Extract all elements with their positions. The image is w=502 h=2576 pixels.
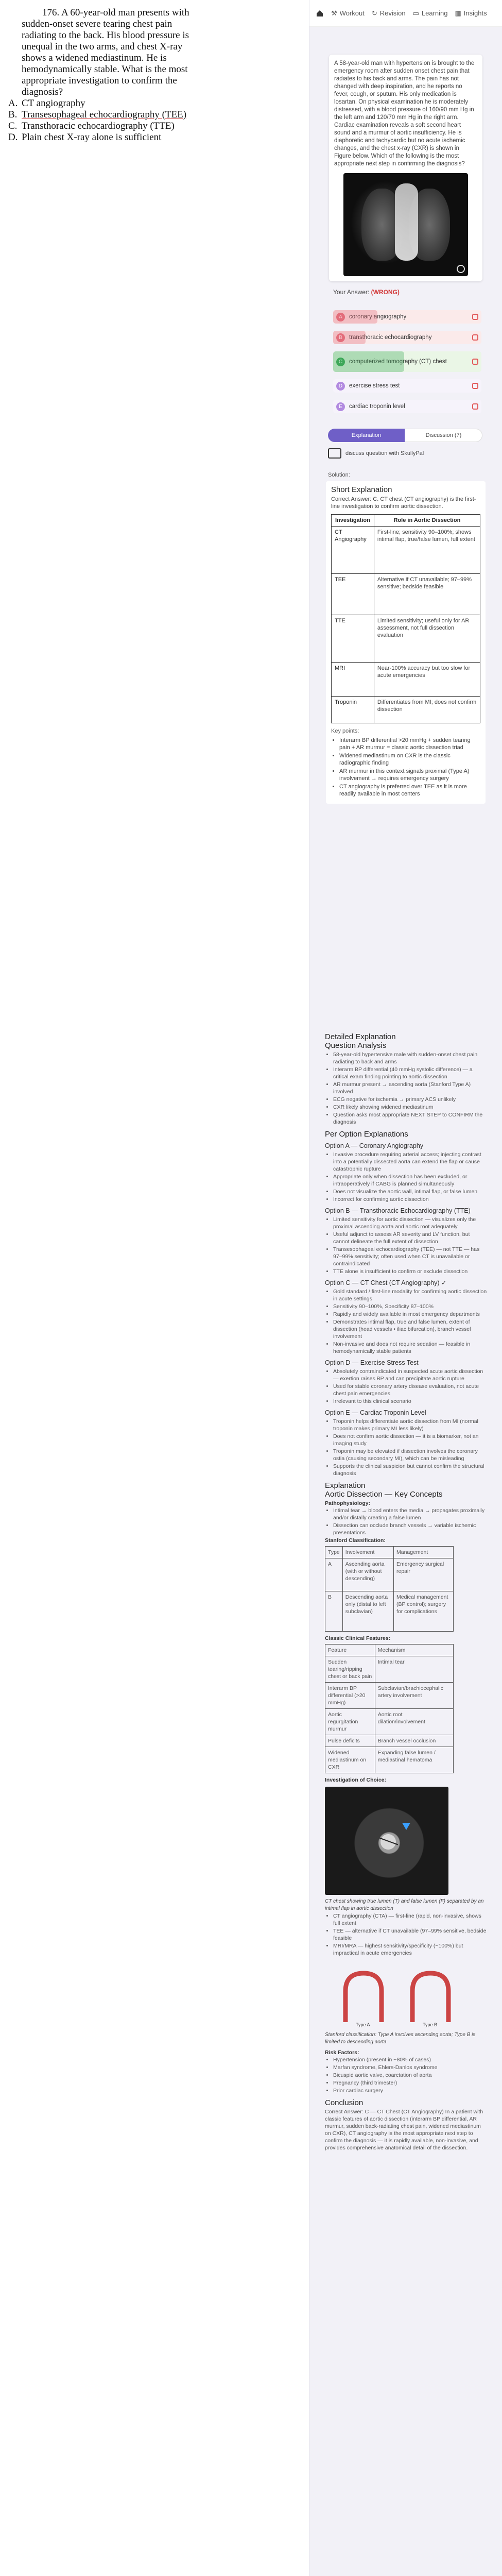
your-answer-label: Your Answer: <box>333 289 370 296</box>
key-points-list <box>339 737 480 798</box>
features-table <box>325 1644 454 1773</box>
table-row <box>325 1591 454 1632</box>
type-a-label: Type A <box>356 2022 370 2027</box>
short-title: Short Explanation <box>331 485 392 494</box>
choice-badge: D <box>336 382 345 391</box>
table-cell: MRI <box>332 663 374 697</box>
option-title: Option B — Transthoracic Echocardiography (TTE) <box>325 1207 471 1214</box>
list-item: • CT angiography (CTA) — first-line (rapid, non-invasive, shows full extent <box>333 1912 487 1927</box>
app-panel <box>309 0 502 2576</box>
option-letter: D. <box>8 132 18 143</box>
option-points <box>333 1368 487 1405</box>
zoom-icon[interactable] <box>457 265 465 273</box>
list-item: • Transesophageal echocardiography (TEE) — not TTE — has 97–99% sensitivity; often used when CT is unavailable or contraindicated <box>333 1246 487 1267</box>
list-item: • Rapidly and widely available in most emergency departments <box>333 1311 487 1318</box>
list-item: • Used for stable coronary artery disease evaluation, not acute chest pain emergencies <box>333 1383 487 1397</box>
card-question-text: A 58-year-old man with hypertension is brought to the emergency room after sudden onset chest pain that radiates to his back and arms. The pain has not changed with deep inspiration, and he reports no fever, cough, or sputum. His only medication is losartan. On physical examination he is moderately distressed, with a blood pressure of 160/90 mm Hg in the left arm and 120/70 mm Hg in the right arm. Cardiac examination reveals a soft second heart sound and a murmur of aortic insufficiency. He is diaphoretic and tachycardic but no acute ischemic changes, and the chest x-ray (CXR) is shown in Figure below. Which of the following is the most appropriate next step in confirming the diagnosis? <box>334 60 475 167</box>
list-item: • Interarm BP differential (40 mmHg systolic difference) — a critical exam finding pointing to aortic dissection <box>333 1066 487 1080</box>
list-item: • Widened mediastinum on CXR is the classic radiographic finding <box>339 752 480 767</box>
table-row <box>332 527 480 574</box>
tab-explanation[interactable]: Explanation <box>328 429 405 442</box>
table-header: Investigation <box>332 515 374 527</box>
short-intro: Correct Answer: C. CT chest (CT angiography) is the first-line investigation to confirm aortic dissection. <box>331 496 476 510</box>
table-cell: Widened mediastinum on CXR <box>325 1747 375 1773</box>
table-cell: First-line; sensitivity 90–100%; shows intimal flap, true/false lumen, full extent <box>374 527 480 574</box>
aorta-drawing-b <box>412 1973 448 2022</box>
choice-a[interactable] <box>333 310 481 324</box>
choice-e[interactable] <box>333 400 481 413</box>
list-item: • ECG negative for ischemia → primary ACS unlikely <box>333 1096 487 1103</box>
table-cell: B <box>325 1591 343 1632</box>
option-points <box>333 1216 487 1275</box>
table-cell: Emergency surgical repair <box>393 1558 453 1591</box>
detail-title: Detailed Explanation <box>325 1032 396 1041</box>
choice-d[interactable] <box>333 379 481 393</box>
list-item: • Useful adjunct to assess AR severity and LV function, but cannot delineate the full extent of dissection <box>333 1231 487 1245</box>
option-d[interactable] <box>8 132 200 143</box>
table-cell: Aortic regurgitation murmur <box>325 1709 375 1735</box>
conclusion-text: Correct Answer: C — CT Chest (CT Angiography) In a patient with classic features of aortic dissection (interarm BP differential, AR murmur, sudden back-radiating chest pain, widened mediastinum on CXR), CT angiography is the most appropriate next step to confirm the diagnosis — it is rapidly available, non-invasive, and provides comprehensive anatomical detail of the dissection. <box>325 2109 483 2151</box>
question-number: 176. <box>42 7 60 18</box>
qa-title: Question Analysis <box>325 1041 387 1050</box>
concepts-title: Aortic Dissection — Key Concepts <box>325 1490 443 1499</box>
table-row <box>332 697 480 723</box>
option-title: Option A — Coronary Angiography <box>325 1142 424 1149</box>
question-stem-wrap <box>4 7 200 98</box>
table-cell: TTE <box>332 615 374 663</box>
table-row <box>325 1735 454 1747</box>
list-item: • Irrelevant to this clinical scenario <box>333 1398 487 1405</box>
list-item: • Limited sensitivity for aortic dissection — visualizes only the proximal ascending aorta and aortic root adequately <box>333 1216 487 1230</box>
option-letter: C. <box>8 121 18 131</box>
option-text: Transesophageal echocardiography (TEE) <box>22 109 187 120</box>
list-item: • Interarm BP differential >20 mmHg + sudden tearing pain + AR murmur = classic aortic dissection triad <box>339 737 480 751</box>
table-header: Role in Aortic Dissection <box>374 515 480 527</box>
table-cell: Pulse deficits <box>325 1735 375 1747</box>
list-item: • CXR likely showing widened mediastinum <box>333 1104 487 1111</box>
option-title: Option E — Cardiac Troponin Level <box>325 1409 426 1416</box>
patho-label: Pathophysiology: <box>325 1500 371 1506</box>
flag-icon[interactable] <box>472 334 478 341</box>
option-text: Plain chest X-ray alone is sufficient <box>22 132 162 143</box>
table-cell: TEE <box>332 574 374 615</box>
table-cell: CT Angiography <box>332 527 374 574</box>
list-item: • Supports the clinical suspicion but cannot confirm the structural diagnosis <box>333 1463 487 1477</box>
option-text: Transthoracic echocardiography (TTE) <box>22 121 175 131</box>
nav-label: Insights <box>463 9 487 17</box>
choice-b[interactable] <box>333 331 481 344</box>
table-row <box>325 1683 454 1709</box>
list-item: • Does not confirm aortic dissection — it is a biomarker, not an imaging study <box>333 1433 487 1447</box>
option-letter: A. <box>8 98 18 109</box>
table-cell: Near-100% accuracy but too slow for acute emergencies <box>374 663 480 697</box>
choice-badge: E <box>336 402 345 411</box>
option-a[interactable] <box>8 98 200 109</box>
nav-insights[interactable] <box>455 9 487 18</box>
list-item: • Marfan syndrome, Ehlers-Danlos syndrome <box>333 2064 487 2071</box>
table-cell: Alternative if CT unavailable; 97–99% sensitive; bedside feasible <box>374 574 480 615</box>
short-explanation <box>326 481 486 804</box>
list-item: • Prior cardiac surgery <box>333 2087 487 2094</box>
top-nav <box>309 0 502 27</box>
choice-text: coronary angiography <box>349 314 407 320</box>
solution-label: Solution: <box>328 472 350 478</box>
option-c[interactable] <box>8 121 200 132</box>
explanation-tabs <box>328 429 482 442</box>
table-cell: Limited sensitivity; useful only for AR assessment, not full dissection evaluation <box>374 615 480 663</box>
your-answer <box>333 289 400 296</box>
question-options <box>4 98 200 143</box>
option-letter: B. <box>8 109 18 120</box>
table-cell: Ascending aorta (with or without descending) <box>342 1558 393 1591</box>
question-card <box>329 55 482 281</box>
question-block <box>4 7 200 143</box>
per-option-title: Per Option Explanations <box>325 1130 408 1139</box>
table-row <box>325 1645 454 1656</box>
list-item: • Bicuspid aortic valve, coarctation of aorta <box>333 2072 487 2079</box>
list-item: • Incorrect for confirming aortic dissection <box>333 1196 487 1203</box>
qa-list <box>333 1051 487 1126</box>
table-cell: Troponin <box>332 697 374 723</box>
table-header: Management <box>393 1547 453 1558</box>
option-points <box>333 1418 487 1477</box>
discuss-link[interactable] <box>328 448 424 459</box>
list-item: • AR murmur in this context signals proximal (Type A) involvement → requires emergency surgery <box>339 768 480 782</box>
list-item: • CT angiography is preferred over TEE as it is more readily available in most centers <box>339 783 480 798</box>
table-row <box>325 1709 454 1735</box>
patho-list <box>333 1507 487 1536</box>
table-row <box>332 615 480 663</box>
discuss-text: discuss question with SkullyPal <box>345 450 424 456</box>
option-text: CT angiography <box>22 98 85 109</box>
detailed-explanation <box>325 1028 487 2151</box>
flag-icon[interactable] <box>472 383 478 389</box>
flag-icon[interactable] <box>472 314 478 320</box>
table-cell: Sudden tearing/ripping chest or back pain <box>325 1656 375 1683</box>
table-row <box>325 1558 454 1591</box>
aorta-drawing-a <box>345 1973 382 2022</box>
option-points <box>333 1151 487 1203</box>
nav-learning[interactable] <box>413 9 448 18</box>
home-icon[interactable] <box>316 9 324 18</box>
list-item: • TEE — alternative if CT unavailable (97–99% sensitive, bedside feasible <box>333 1927 487 1942</box>
stanford-table <box>325 1546 454 1632</box>
choice-c[interactable] <box>333 351 481 372</box>
table-header: Involvement <box>342 1547 393 1558</box>
invest-list <box>333 1912 487 1957</box>
table-row <box>325 1656 454 1683</box>
list-item: • Sensitivity 90–100%, Specificity 87–100% <box>333 1303 487 1310</box>
nav-label: Workout <box>339 9 365 17</box>
table-cell: Intimal tear <box>375 1656 453 1683</box>
nav-revision[interactable] <box>372 9 406 18</box>
option-title: Option D — Exercise Stress Test <box>325 1359 419 1366</box>
list-item: • Appropriate only when dissection has been excluded, or intraoperatively if CABG is planned simultaneously <box>333 1173 487 1188</box>
list-item: • Dissection can occlude branch vessels → variable ischemic presentations <box>333 1522 487 1536</box>
table-cell: Subclavian/brachiocephalic artery involvement <box>375 1683 453 1709</box>
table-cell: Interarm BP differential (>20 mmHg) <box>325 1683 375 1709</box>
choice-badge: A <box>336 313 345 321</box>
table-cell: Differentiates from MI; does not confirm dissection <box>374 697 480 723</box>
risk-label: Risk Factors: <box>325 2049 359 2056</box>
choice-text: computerized tomography (CT) chest <box>349 359 447 365</box>
risk-list <box>333 2056 487 2094</box>
choice-badge: B <box>336 333 345 342</box>
table-cell: Aortic root dilation/involvement <box>375 1709 453 1735</box>
option-b[interactable] <box>8 109 200 121</box>
table-row <box>332 663 480 697</box>
question-stem <box>0 7 200 98</box>
stanford-caption: Stanford classification: Type A involves ascending aorta; Type B is limited to descending aorta <box>325 2032 476 2045</box>
table-row <box>325 1747 454 1773</box>
list-item: • TTE alone is insufficient to confirm or exclude dissection <box>333 1268 487 1275</box>
list-item: • Invasive procedure requiring arterial access; injecting contrast into a potentially dissected aorta can extend the flap or cause catastrophic rupture <box>333 1151 487 1173</box>
choice-badge: C <box>336 358 345 366</box>
list-item: • Intimal tear → blood enters the media → propagates proximally and/or distally creating a false lumen <box>333 1507 487 1521</box>
list-item: • MRI/MRA — highest sensitivity/specificity (~100%) but impractical in acute emergencies <box>333 1942 487 1957</box>
tab-discussion[interactable]: Discussion (7) <box>405 429 482 442</box>
flag-icon[interactable] <box>472 359 478 365</box>
list-item: • Does not visualize the aortic wall, intimal flap, or false lumen <box>333 1188 487 1195</box>
ct-scan-image[interactable] <box>325 1787 448 1895</box>
invest-label: Investigation of Choice: <box>325 1777 387 1783</box>
list-item: • Question asks most appropriate NEXT STEP to CONFIRM the diagnosis <box>333 1111 487 1126</box>
ct-caption: CT chest showing true lumen (T) and false lumen (F) separated by an intimal flap in aortic dissection <box>325 1899 484 1911</box>
nav-label: Revision <box>379 9 406 17</box>
table-header: Type <box>325 1547 343 1558</box>
flag-icon[interactable] <box>472 403 478 410</box>
chart-icon: ▥ <box>455 9 461 17</box>
list-item: • Pregnancy (third trimester) <box>333 2079 487 2087</box>
table-cell: Branch vessel occlusion <box>375 1735 453 1747</box>
table-cell: A <box>325 1558 343 1591</box>
table-cell: Medical management (BP control); surgery for complications <box>393 1591 453 1632</box>
list-item: • Gold standard / first-line modality for confirming aortic dissection in acute settings <box>333 1288 487 1302</box>
question-text: A 60-year-old man presents with sudden-onset severe tearing chest pain radiating to the back. His blood pressure is unequal in the two arms, and chest X-ray shows a widened mediastinum. He is hemodynamically stable. What is the most appropriate investigation to confirm the diagnosis? <box>22 7 189 97</box>
conclusion-title: Conclusion <box>325 2098 363 2107</box>
stanford-label: Stanford Classification: <box>325 1537 386 1544</box>
list-item: • Non-invasive and does not require sedation — feasible in hemodynamically stable patients <box>333 1341 487 1355</box>
list-item: • Absolutely contraindicated in suspected acute aortic dissection — exertion raises BP and can precipitate aortic rupture <box>333 1368 487 1382</box>
dumbbell-icon: ⚒ <box>331 9 337 17</box>
table-row <box>325 1547 454 1558</box>
table-cell: Expanding false lumen / mediastinal hematoma <box>375 1747 453 1773</box>
stanford-diagram <box>325 1960 474 2027</box>
revision-icon: ↻ <box>371 9 377 17</box>
option-title: Option C — CT Chest (CT Angiography) ✓ <box>325 1279 447 1286</box>
answer-status: (WRONG) <box>371 289 400 296</box>
type-b-label: Type B <box>423 2022 438 2027</box>
list-item: • Demonstrates intimal flap, true and false lumen, extent of dissection (head vessels • iliac bifurcation), branch vessel involvement <box>333 1318 487 1340</box>
book-icon: ▭ <box>412 9 419 17</box>
table-header: Mechanism <box>375 1645 453 1656</box>
list-item: • AR murmur present → ascending aorta (Stanford Type A) involved <box>333 1081 487 1095</box>
choice-text: transthoracic echocardiography <box>349 334 432 341</box>
table-header: Feature <box>325 1645 375 1656</box>
nav-workout[interactable] <box>331 9 365 18</box>
nav-label: Learning <box>421 9 448 17</box>
list-item: • Hypertension (present in ~80% of cases) <box>333 2056 487 2063</box>
list-item: • Troponin may be elevated if dissection involves the coronary ostia (causing secondary MI), which can be misleading <box>333 1448 487 1462</box>
chest-xray-image[interactable] <box>343 173 468 276</box>
features-label: Classic Clinical Features: <box>325 1635 391 1641</box>
option-points <box>333 1288 487 1355</box>
key-points-label: Key points: <box>331 728 359 734</box>
explanation-title: Explanation <box>325 1481 366 1490</box>
robot-icon <box>328 448 341 459</box>
choice-text: exercise stress test <box>349 383 400 389</box>
table-cell: Descending aorta only (distal to left subclavian) <box>342 1591 393 1632</box>
list-item: • Troponin helps differentiate aortic dissection from MI (normal troponin makes primary MI less likely) <box>333 1418 487 1432</box>
investigation-table <box>331 514 480 723</box>
table-row <box>332 574 480 615</box>
list-item: • 58-year-old hypertensive male with sudden-onset chest pain radiating to back and arms <box>333 1051 487 1065</box>
choice-text: cardiac troponin level <box>349 403 405 410</box>
